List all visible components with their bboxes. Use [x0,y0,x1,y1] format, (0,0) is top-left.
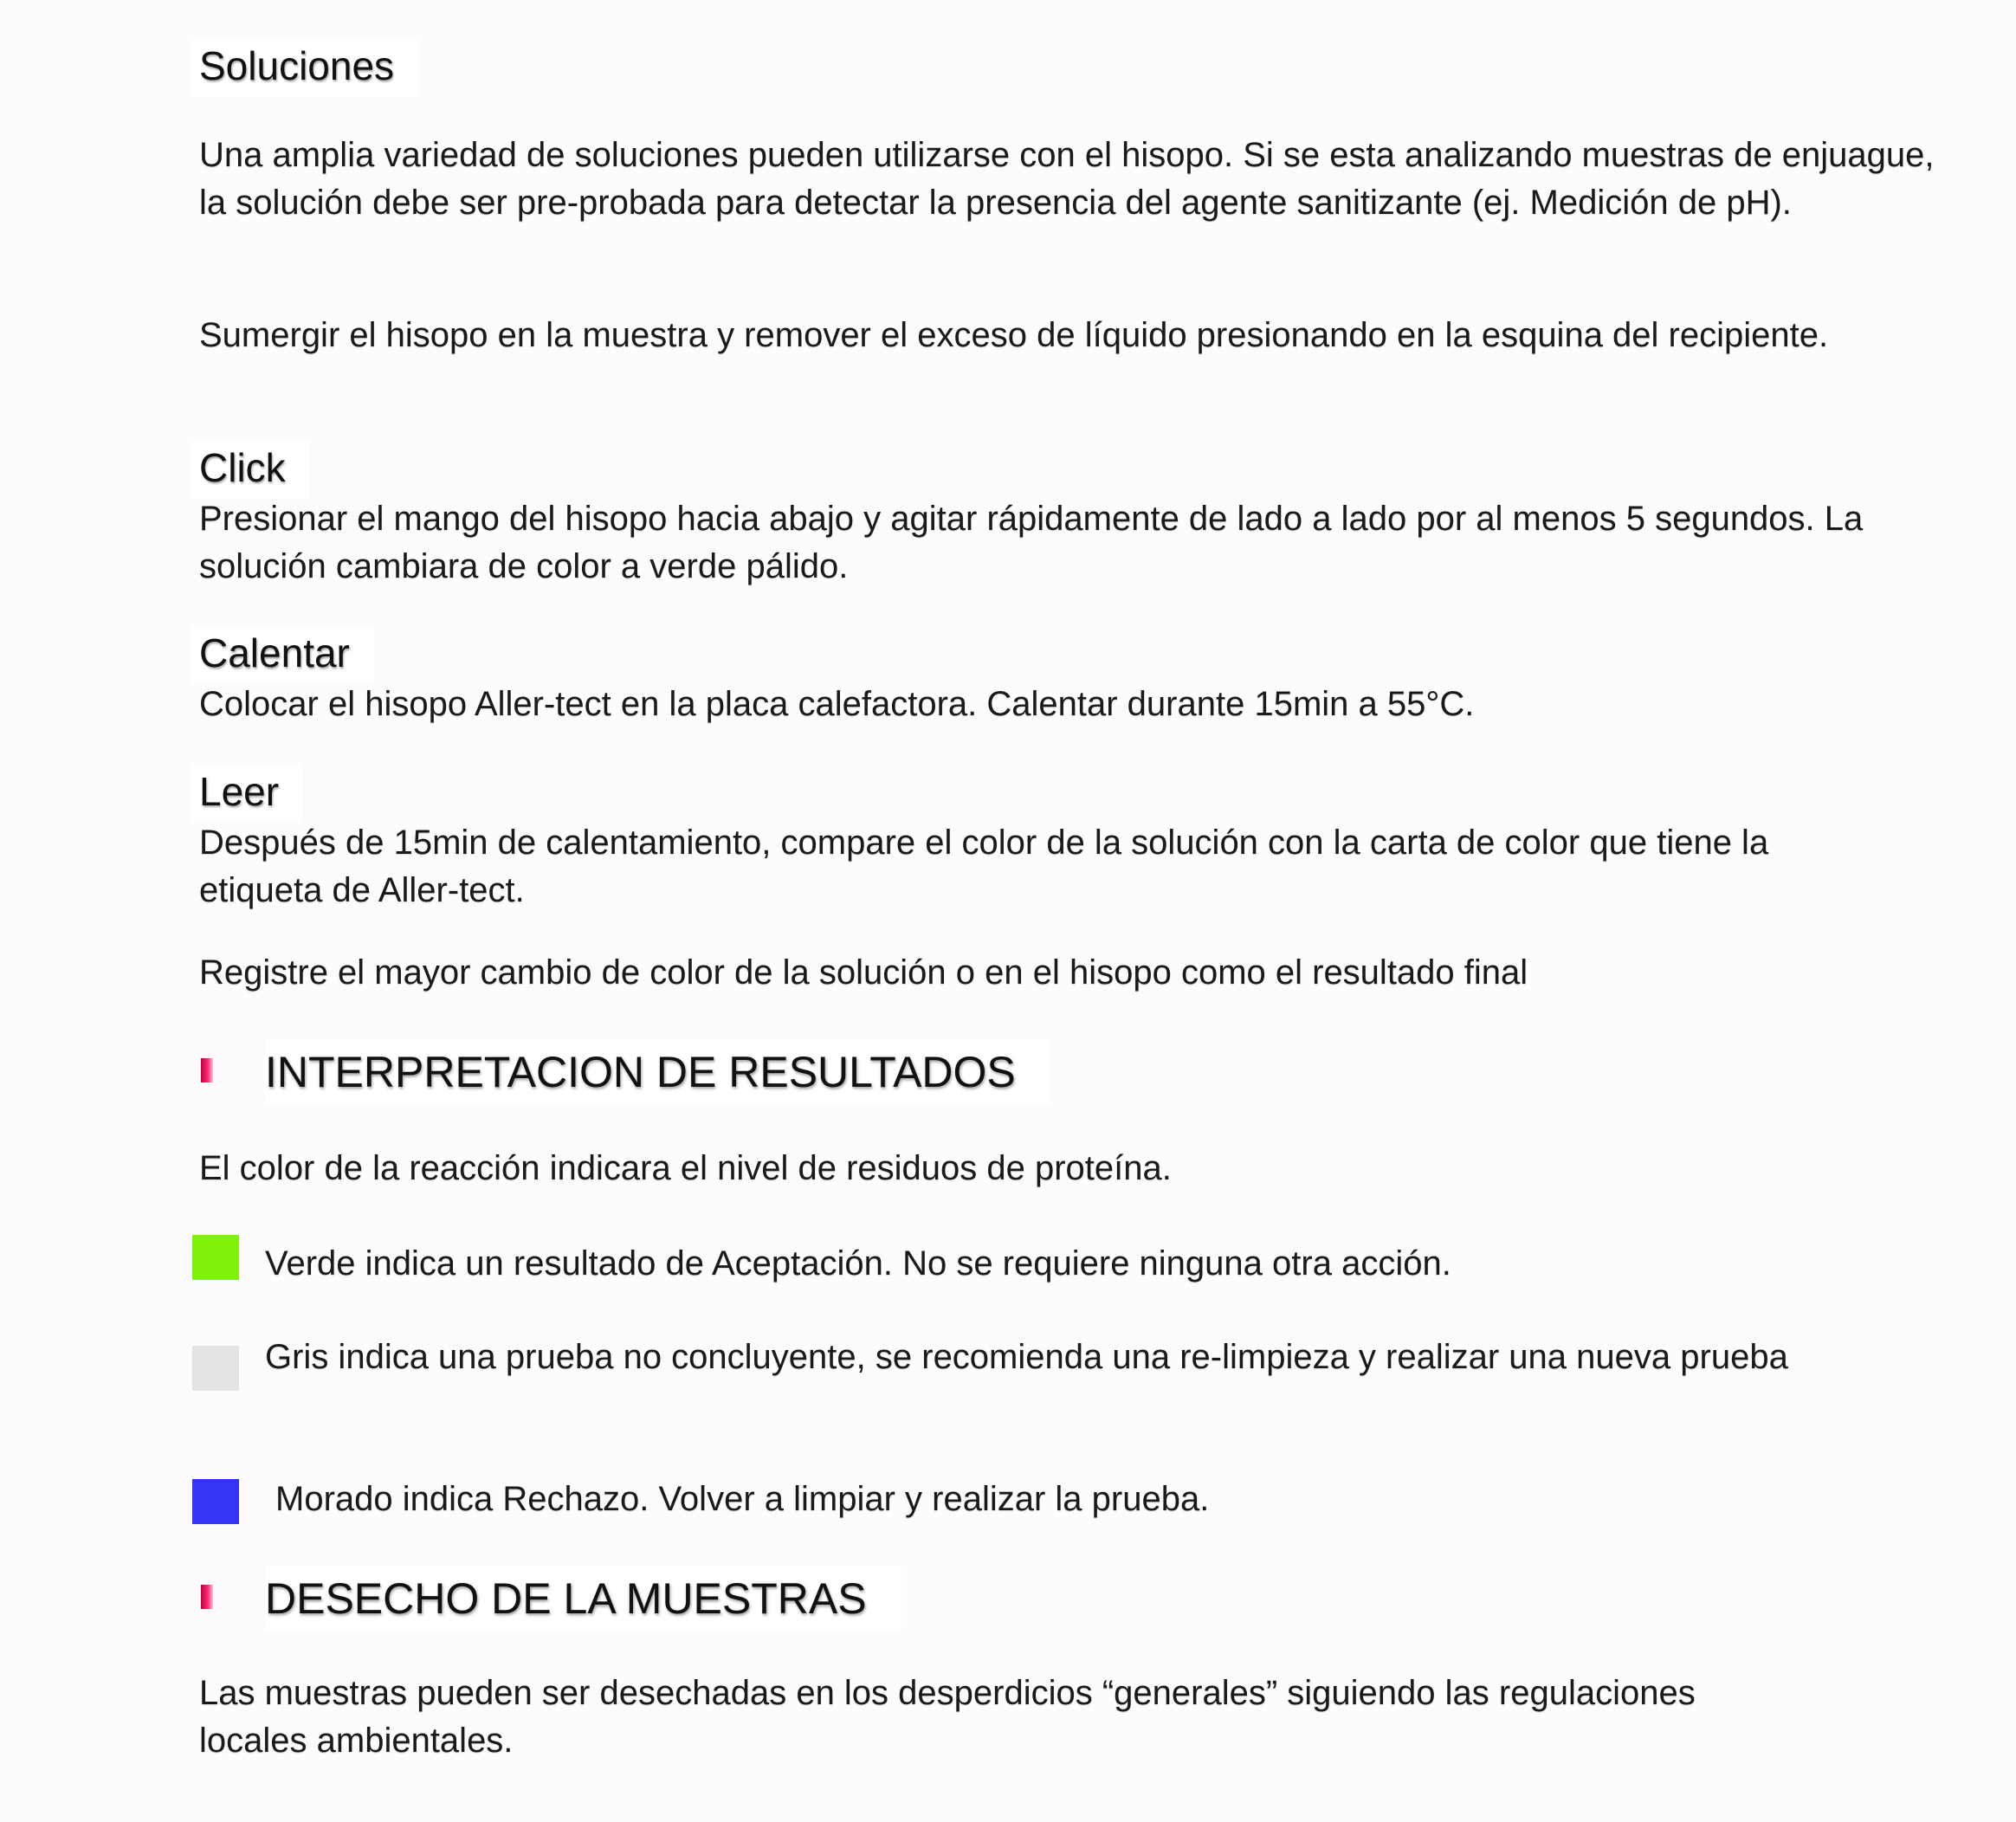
section-bullet-icon [201,1585,213,1609]
subheading-soluciones: Soluciones [191,38,418,97]
section-heading-interpretacion: INTERPRETACION DE RESULTADOS [265,1039,1050,1105]
legend-purple-text: Morado indica Rechazo. Volver a limpiar y realizar la prueba. [275,1480,1210,1518]
subheading-calentar: Calentar [191,625,374,684]
subheading-click: Click [191,440,310,499]
paragraph-leer-1: Después de 15min de calentamiento, compare el color de la solución con la carta de color que tiene la etiqueta de Aller-tect. [199,824,1769,909]
paragraph-calentar: Colocar el hisopo Aller-tect en la placa calefactora. Calentar durante 15min a 55°C. [199,685,1475,723]
legend-green-text: Verde indica un resultado de Aceptación. No se requiere ninguna otra acción. [265,1244,1451,1283]
legend-gray-text: Gris indica una prueba no concluyente, se recomienda una re-limpieza y realizar una nueva prueba [265,1338,1788,1376]
gray-swatch-icon [192,1346,239,1391]
section-bullet-icon [201,1058,213,1082]
paragraph-desecho: Las muestras pueden ser desechadas en los desperdicios “generales” siguiendo las regulaciones locales ambientales. [199,1674,1696,1760]
purple-swatch-icon [192,1479,239,1524]
green-swatch-icon [192,1235,239,1280]
paragraph-soluciones-2: Sumergir el hisopo en la muestra y remover el exceso de líquido presionando en la esquina del recipiente. [199,316,1829,354]
paragraph-soluciones-1: Una amplia variedad de soluciones pueden utilizarse con el hisopo. Si se esta analizando muestras de enjuague, la solución debe ser pre-probada para detectar la presencia del agente sanitizante (ej. Medición de pH). [199,136,1935,222]
section-heading-desecho: DESECHO DE LA MUESTRAS [265,1566,901,1631]
paragraph-leer-2: Registre el mayor cambio de color de la solución o en el hisopo como el resultado final [199,953,1528,992]
paragraph-click: Presionar el mango del hisopo hacia abajo y agitar rápidamente de lado a lado por al menos 5 segundos. La solución cambiara de color a verde pálido. [199,500,1864,585]
paragraph-interpretacion-intro: El color de la reacción indicara el nivel de residuos de proteína. [199,1149,1172,1187]
subheading-leer: Leer [191,764,303,823]
